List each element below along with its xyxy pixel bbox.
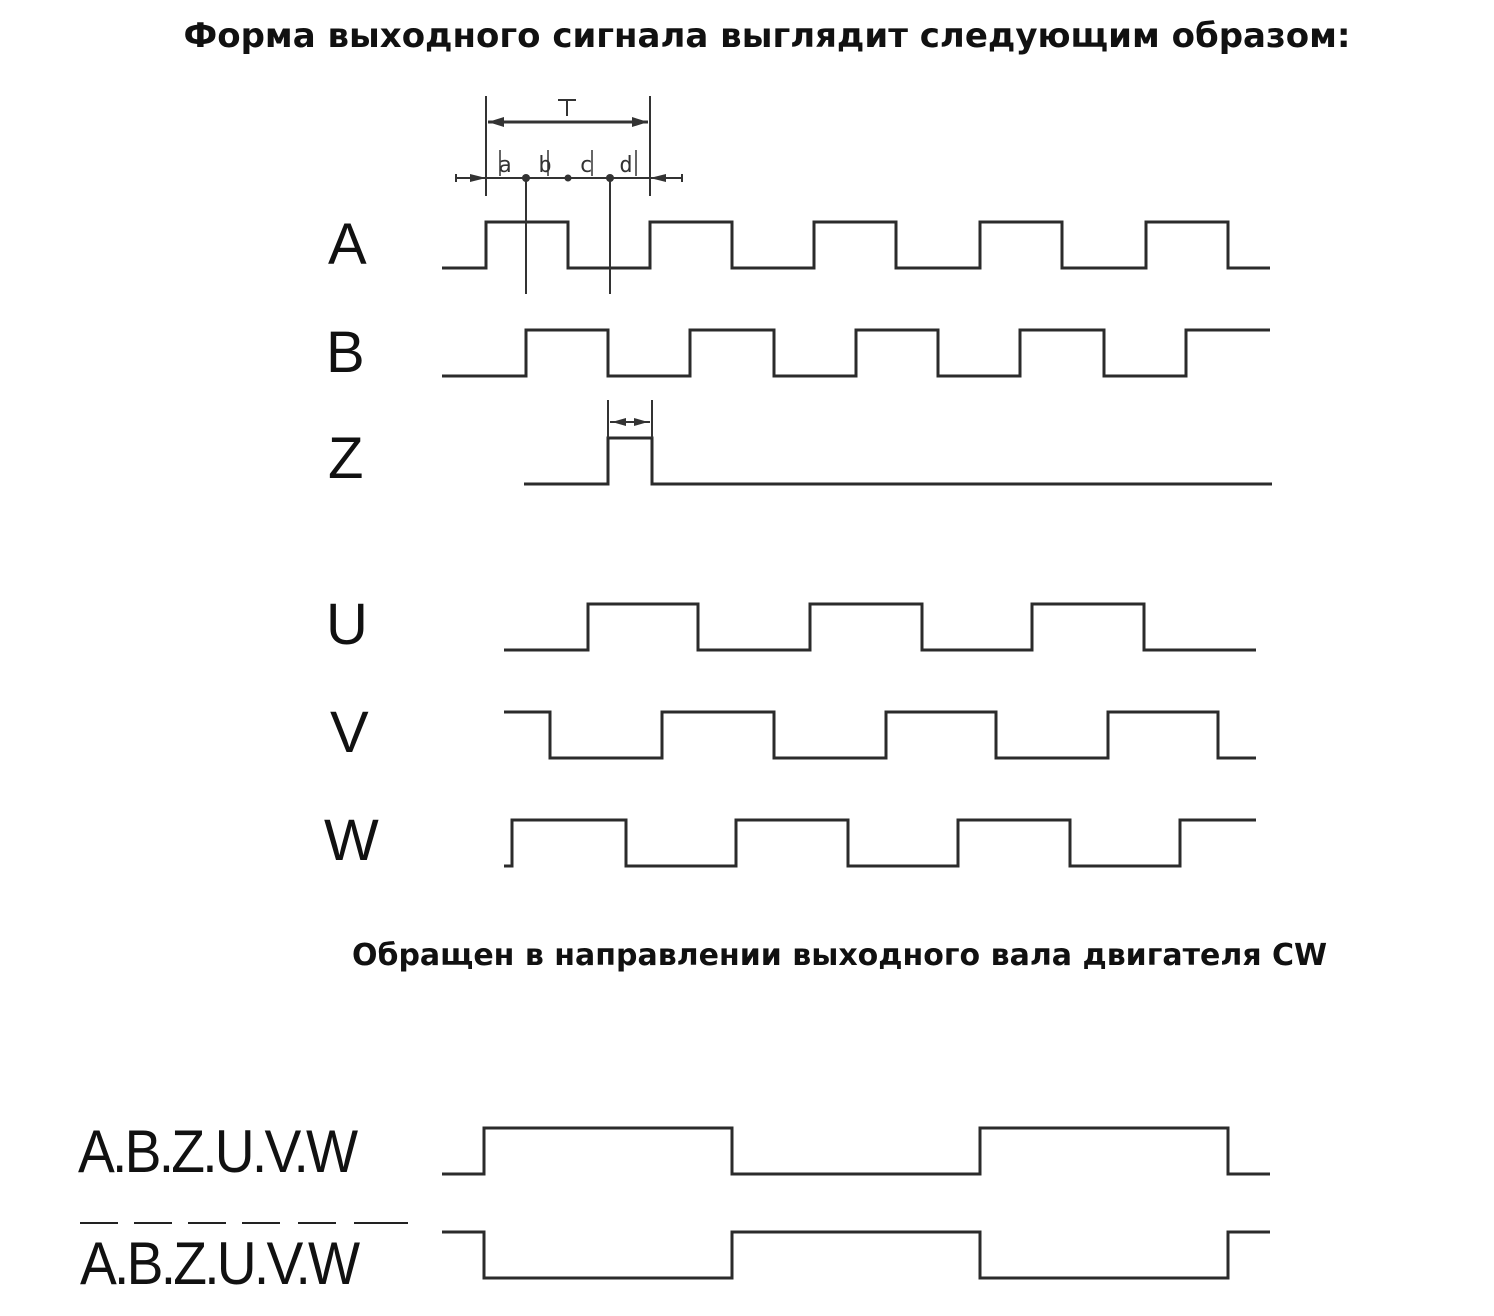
group-label-inverted: A.B.Z.U.V.W <box>80 1230 358 1297</box>
signal-label-u: U <box>326 592 368 657</box>
waveform-z <box>524 438 1272 484</box>
segment-arrow-left <box>470 174 486 182</box>
waveform-combined-inverted <box>442 1232 1270 1278</box>
segment-label-a: a <box>498 153 512 178</box>
period-arrow-left <box>488 117 504 127</box>
waveform-combined <box>442 1128 1270 1174</box>
signal-label-a: A <box>328 212 367 277</box>
segment-label-c: c <box>579 153 593 178</box>
waveform-a <box>442 222 1270 268</box>
signal-label-v: V <box>330 700 369 765</box>
segment-label-d: d <box>619 153 633 178</box>
group-label-positive: A.B.Z.U.V.W <box>78 1118 356 1185</box>
waveform-v <box>504 712 1256 758</box>
segment-arrow-right <box>650 174 666 182</box>
segment-label-b: b <box>538 153 552 178</box>
pulse-width-annotation <box>608 400 652 438</box>
waveform-u <box>504 604 1256 650</box>
segment-dot <box>565 175 572 182</box>
period-arrow-right <box>632 117 648 127</box>
signal-label-b: B <box>326 320 365 385</box>
direction-caption: Обращен в направлении выходного вала двигателя CW <box>352 938 1328 973</box>
waveform-w <box>504 820 1256 866</box>
waveform-b <box>442 330 1270 376</box>
signal-label-w: W <box>324 808 379 873</box>
page-title: Форма выходного сигнала выглядит следующим образом: <box>183 16 1351 56</box>
signal-label-z: Z <box>328 426 364 491</box>
